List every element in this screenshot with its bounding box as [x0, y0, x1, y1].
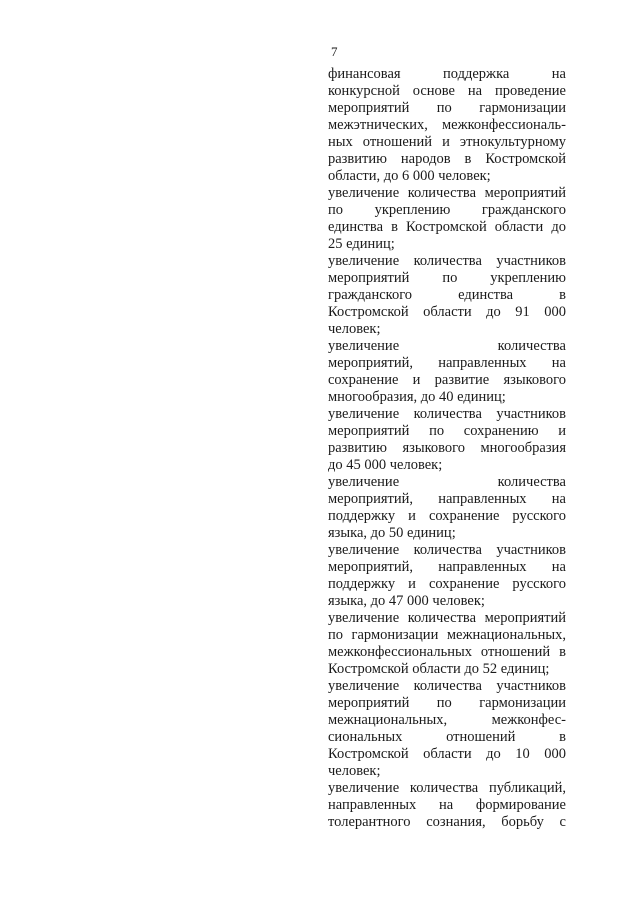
paragraph-interethnic-participants: [328, 678, 566, 780]
text-line: увеличение количества: [328, 338, 566, 354]
paragraph-language-diversity-participants: [328, 406, 566, 474]
text-line: Костромской области до 52 единиц;: [328, 661, 550, 677]
text-line: увеличение количества участников: [328, 406, 566, 422]
text-line: финансовая поддержка на: [328, 66, 566, 82]
text-line: области, до 6 000 человек;: [328, 168, 491, 184]
text-line: по укреплению гражданского: [328, 202, 566, 218]
text-line: языка, до 47 000 человек;: [328, 593, 485, 609]
text-line: сохранение и развитие языкового: [328, 372, 566, 388]
text-line: поддержку и сохранение русского: [328, 576, 566, 592]
text-line: мероприятий по укреплению: [328, 270, 566, 286]
text-line: по гармонизации межнациональных,: [328, 627, 566, 643]
text-line: языка, до 50 единиц;: [328, 525, 456, 541]
text-line: толерантного сознания, борьбу с: [328, 814, 566, 830]
paragraph-language-diversity-events: [328, 338, 566, 406]
text-line: 25 единиц;: [328, 236, 395, 252]
paragraph-interethnic-events: [328, 610, 566, 678]
text-line: мероприятий, направленных на: [328, 559, 566, 575]
text-line: человек;: [328, 321, 381, 337]
text-line: мероприятий, направленных на: [328, 491, 566, 507]
text-line: мероприятий по сохранению и: [328, 423, 566, 439]
text-line: поддержку и сохранение русского: [328, 508, 566, 524]
text-line: развитию народов в Костромской: [328, 151, 566, 167]
text-line: гражданского единства в: [328, 287, 566, 303]
text-line: до 45 000 человек;: [328, 457, 443, 473]
text-line: сиональных отношений в: [328, 729, 566, 745]
text-line: увеличение количества: [328, 474, 566, 490]
text-line: мероприятий по гармонизации: [328, 695, 566, 711]
text-line: Костромской области до 91 000: [328, 304, 566, 320]
text-line: увеличение количества участников: [328, 253, 566, 269]
text-line: конкурсной основе на проведение: [328, 83, 566, 99]
text-line: мероприятий по гармонизации: [328, 100, 566, 116]
text-line: увеличение количества публикаций,: [328, 780, 566, 796]
page-number: 7: [331, 44, 338, 59]
text-line: человек;: [328, 763, 381, 779]
text-line: увеличение количества участников: [328, 542, 566, 558]
text-line: межэтнических, межконфессиональ-: [328, 117, 566, 133]
paragraph-russian-language-events: [328, 474, 566, 542]
text-line: направленных на формирование: [328, 797, 566, 813]
text-line: многообразия, до 40 единиц;: [328, 389, 506, 405]
paragraph-financial-support: [328, 66, 566, 185]
text-line: Костромской области до 10 000: [328, 746, 566, 762]
text-column: [328, 66, 566, 831]
paragraph-russian-language-participants: [328, 542, 566, 610]
text-line: увеличение количества мероприятий: [328, 185, 566, 201]
text-line: межконфессиональных отношений в: [328, 644, 566, 660]
text-line: межнациональных, межконфес-: [328, 712, 566, 728]
text-line: ных отношений и этнокультурному: [328, 134, 566, 150]
text-line: развитию языкового многообразия: [328, 440, 566, 456]
paragraph-civic-unity-participants: [328, 253, 566, 338]
text-line: увеличение количества мероприятий: [328, 610, 566, 626]
text-line: увеличение количества участников: [328, 678, 566, 694]
text-line: мероприятий, направленных на: [328, 355, 566, 371]
paragraph-civic-unity-events: [328, 185, 566, 253]
text-line: единства в Костромской области до: [328, 219, 566, 235]
paragraph-publications: [328, 780, 566, 831]
